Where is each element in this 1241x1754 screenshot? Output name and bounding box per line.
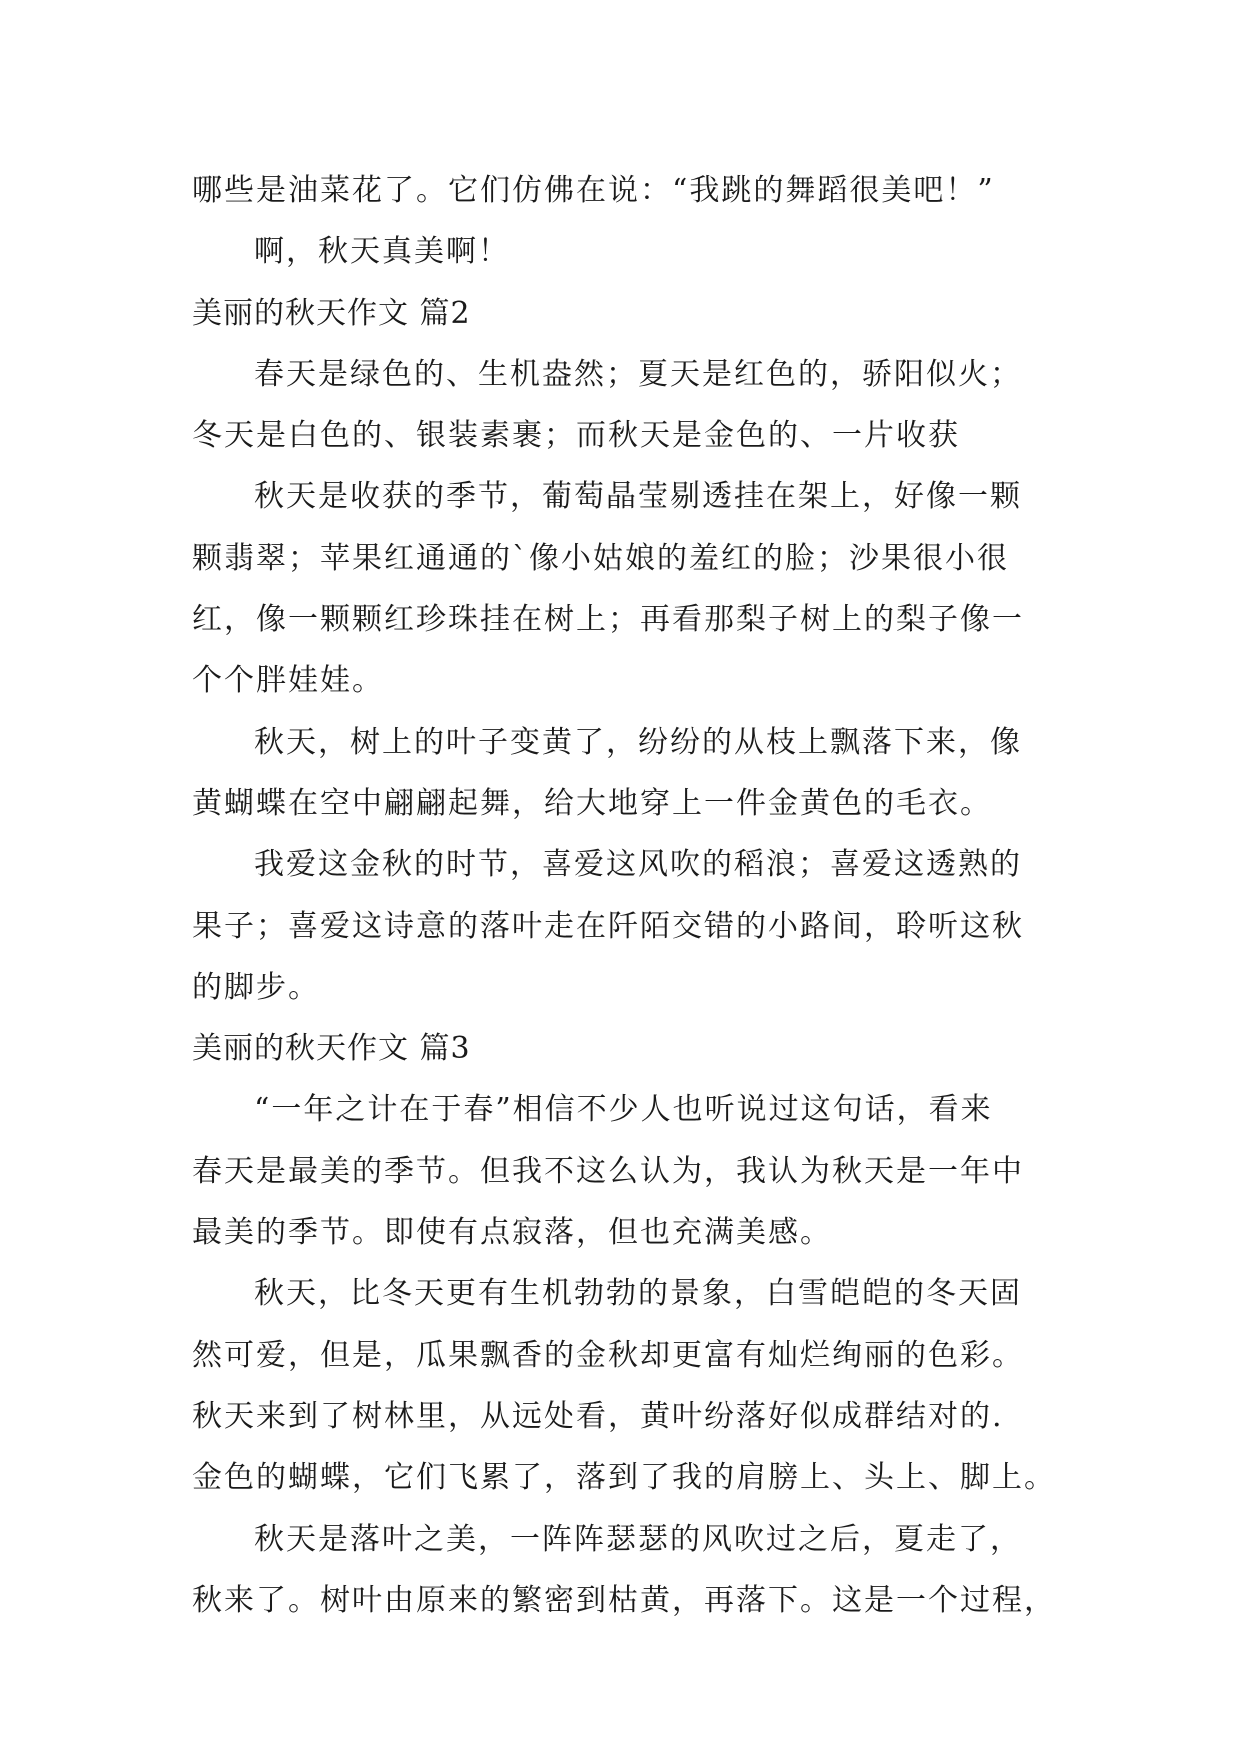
text-line: 我爱这金秋的时节，喜爱这风吹的稻浪；喜爱这透熟的 <box>254 847 1022 883</box>
text-line: 金色的蝴蝶，它们飞累了，落到了我的肩膀上、头上、脚上。 <box>192 1460 1056 1496</box>
text-line: 黄蝴蝶在空中翩翩起舞，给大地穿上一件金黄色的毛衣。 <box>192 785 992 821</box>
text-line: 秋天是落叶之美，一阵阵瑟瑟的风吹过之后，夏走了， <box>254 1521 1022 1557</box>
text-line: 秋天是收获的季节，葡萄晶莹剔透挂在架上，好像一颗 <box>254 479 1022 515</box>
text-line: 春天是最美的季节。但我不这么认为，我认为秋天是一年中 <box>192 1153 1024 1189</box>
text-line: “一年之计在于春”相信不少人也听说过这句话，看来 <box>254 1092 993 1128</box>
text-line: 哪些是油菜花了。它们仿佛在说：“我跳的舞蹈很美吧！” <box>192 173 995 208</box>
text-line: 秋天来到了树林里，从远处看，黄叶纷落好似成群结对的. <box>192 1398 1004 1434</box>
text-line: 最美的季节。即使有点寂落，但也充满美感。 <box>192 1215 832 1251</box>
text-line: 冬天是白色的、银装素裹；而秋天是金色的、一片收获 <box>192 418 960 454</box>
text-line: 啊，秋天真美啊！ <box>254 234 510 270</box>
document-body <box>192 160 1056 1631</box>
text-line: 秋天，比冬天更有生机勃勃的景象，白雪皑皑的冬天固 <box>254 1276 1022 1312</box>
text-line: 个个胖娃娃。 <box>192 663 384 699</box>
text-line: 秋来了。树叶由原来的繁密到枯黄，再落下。这是一个过程， <box>192 1582 1056 1618</box>
text-line: 果子；喜爱这诗意的落叶走在阡陌交错的小路间，聆听这秋 <box>192 908 1024 944</box>
section-heading: 美丽的秋天作文 篇3 <box>192 1031 471 1067</box>
text-line: 然可爱，但是，瓜果飘香的金秋却更富有灿烂绚丽的色彩。 <box>192 1337 1024 1373</box>
text-line: 颗翡翠；苹果红通通的`像小姑娘的羞红的脸；沙果很小很 <box>192 540 1009 576</box>
text-line: 春天是绿色的、生机盎然；夏天是红色的，骄阳似火； <box>254 356 1022 392</box>
text-line: 红，像一颗颗红珍珠挂在树上；再看那梨子树上的梨子像一 <box>192 602 1024 638</box>
text-line: 的脚步。 <box>192 969 320 1005</box>
section-heading: 美丽的秋天作文 篇2 <box>192 295 471 331</box>
text-line: 秋天，树上的叶子变黄了，纷纷的从枝上飘落下来，像 <box>254 724 1022 760</box>
